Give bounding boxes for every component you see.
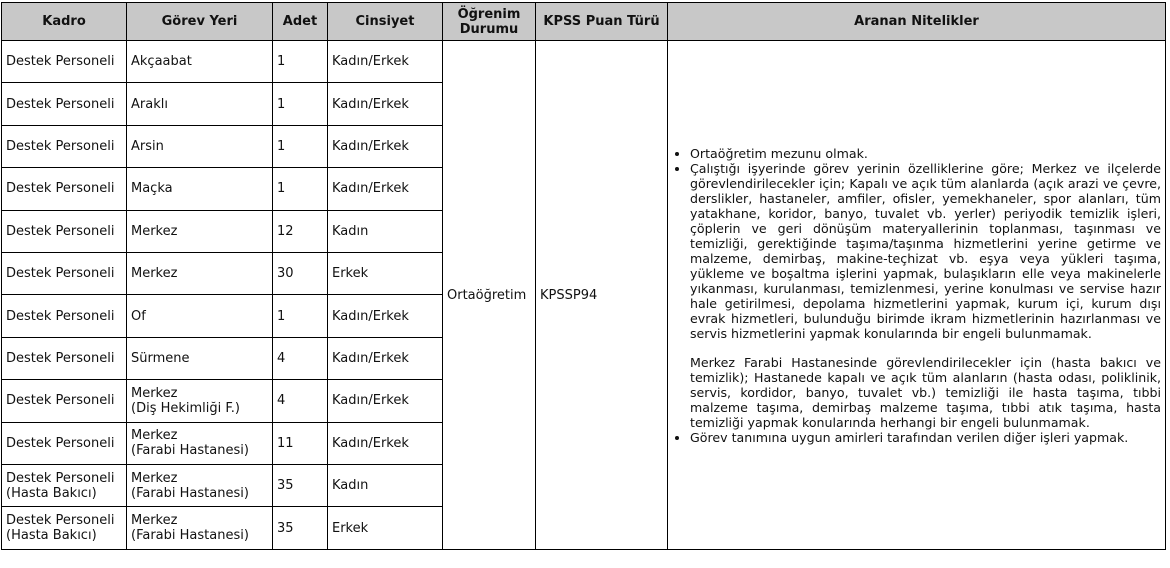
cell-kadro	[2, 507, 127, 550]
cell-gorev-yeri: Akçaabat	[127, 41, 273, 83]
cell-adet: 12	[273, 210, 328, 252]
cell-kadro: Destek Personeli	[2, 210, 127, 252]
cell-adet: 1	[273, 41, 328, 83]
cell-aranan-nitelikler	[668, 41, 1166, 550]
cell-cinsiyet: Kadın/Erkek	[328, 83, 443, 125]
job-postings-table	[1, 2, 1166, 550]
cell-adet: 1	[273, 83, 328, 125]
gorev-yeri-line1: Merkez	[131, 470, 178, 486]
cell-kadro: Destek Personeli	[2, 295, 127, 337]
cell-gorev-yeri	[127, 380, 273, 422]
nitelik-item-text: Çalıştığı işyerinde görev yerinin özelliklerine göre; Merkez ve ilçelerde görevlendirilecekler için; Kapalı ve açık tüm alanlarda (açık arazi ve çevre, derslikler, hastaneler, amfiler, ofisler, yemekhaneler, spor alanları, tüm yatakhane, koridor, banyo, tuvalet vb. yerler) periyodik temizlik işleri, çöplerin ve geri dönüşüm materyallerinin toplanması, taşınması ve temizliği, gerektiğinde taşıma/taşınma hizmetlerini yerine getirme ve malzeme, demirbaş, makine-teçhizat vb. eşya veya yükleri taşıma, yükleme ve boşaltma işlerini yapmak, bulaşıkların elle veya makinelerle yıkanması, kurulanması, temizlenmesi, yerine konulması ve servise hazır hale getirilmesi, depolama hizmetlerini yapmak, kurum içi, kurum dışı evrak hizmetleri, bulunduğu birimde ikram hizmetlerinin hazırlanması ve servis hizmetlerini yapmak konularında bir engeli bulunmamak.	[690, 160, 1161, 341]
header-ogrenim-durumu	[443, 3, 536, 41]
gorev-yeri-line1: Merkez	[131, 385, 178, 401]
cell-gorev-yeri: Maçka	[127, 168, 273, 210]
cell-kadro: Destek Personeli	[2, 253, 127, 295]
cell-kadro: Destek Personeli	[2, 125, 127, 167]
gorev-yeri-line1: Merkez	[131, 513, 178, 529]
header-nitelikler: Aranan Nitelikler	[668, 3, 1166, 41]
cell-adet: 35	[273, 465, 328, 507]
cell-cinsiyet: Kadın/Erkek	[328, 168, 443, 210]
header-row	[2, 3, 1166, 41]
nitelikler-list	[672, 146, 1161, 445]
cell-kpss-puan-turu: KPSSP94	[536, 41, 668, 550]
gorev-yeri-line2: (Farabi Hastanesi)	[131, 485, 249, 501]
cell-gorev-yeri: Arsin	[127, 125, 273, 167]
cell-cinsiyet: Kadın	[328, 465, 443, 507]
cell-gorev-yeri: Of	[127, 295, 273, 337]
header-kadro: Kadro	[2, 3, 127, 41]
cell-kadro: Destek Personeli	[2, 41, 127, 83]
cell-cinsiyet: Kadın/Erkek	[328, 295, 443, 337]
cell-kadro: Destek Personeli	[2, 380, 127, 422]
nitelik-item: • Ortaöğretim mezunu olmak.	[690, 146, 1161, 161]
cell-cinsiyet: Erkek	[328, 507, 443, 550]
cell-ogrenim-durumu: Ortaöğretim	[443, 41, 536, 550]
nitelik-item	[690, 161, 1161, 430]
cell-gorev-yeri: Merkez	[127, 253, 273, 295]
cell-adet: 4	[273, 337, 328, 379]
nitelik-item: • Görev tanımına uygun amirleri tarafından verilen diğer işleri yapmak.	[690, 430, 1161, 445]
gorev-yeri-line1: Merkez	[131, 428, 178, 444]
kadro-line1: Destek Personeli	[6, 513, 115, 529]
header-ogrenim-line1: Öğrenim	[457, 6, 521, 22]
cell-gorev-yeri: Araklı	[127, 83, 273, 125]
cell-adet: 4	[273, 380, 328, 422]
header-kpss: KPSS Puan Türü	[536, 3, 668, 41]
cell-kadro: Destek Personeli	[2, 83, 127, 125]
cell-adet: 35	[273, 507, 328, 550]
cell-gorev-yeri: Sürmene	[127, 337, 273, 379]
kadro-line2: (Hasta Bakıcı)	[6, 485, 97, 501]
cell-gorev-yeri	[127, 422, 273, 464]
kadro-line1: Destek Personeli	[6, 470, 115, 486]
cell-cinsiyet: Kadın	[328, 210, 443, 252]
cell-kadro: Destek Personeli	[2, 337, 127, 379]
cell-gorev-yeri: Merkez	[127, 210, 273, 252]
cell-cinsiyet: Kadın/Erkek	[328, 337, 443, 379]
cell-kadro: Destek Personeli	[2, 168, 127, 210]
cell-cinsiyet: Kadın/Erkek	[328, 380, 443, 422]
cell-adet: 1	[273, 295, 328, 337]
cell-adet: 1	[273, 168, 328, 210]
gorev-yeri-line2: (Diş Hekimliği F.)	[131, 400, 240, 416]
header-cinsiyet: Cinsiyet	[328, 3, 443, 41]
header-gorev-yeri: Görev Yeri	[127, 3, 273, 41]
cell-adet: 1	[273, 125, 328, 167]
kadro-line2: (Hasta Bakıcı)	[6, 528, 97, 544]
cell-cinsiyet: Kadın/Erkek	[328, 422, 443, 464]
cell-kadro: Destek Personeli	[2, 422, 127, 464]
cell-cinsiyet: Kadın/Erkek	[328, 41, 443, 83]
header-adet: Adet	[273, 3, 328, 41]
header-ogrenim-line2: Durumu	[459, 21, 519, 37]
nitelik-item-paragraph: Merkez Farabi Hastanesinde görevlendirilecekler için (hasta bakıcı ve temizlik); Hastanede kapalı ve açık tüm alanların (hasta odası, poliklinik, servis, kordidor, banyo, tuvalet vb.) temizliği ile hasta taşıma, tıbbi malzeme taşıma, demirbaş malzeme taşıma, tıbbi atık taşıma, hasta temizliği yapmak konularında herhangi bir engeli bulunmamak.	[690, 354, 1161, 430]
table-row	[2, 41, 1166, 83]
cell-gorev-yeri	[127, 465, 273, 507]
gorev-yeri-line2: (Farabi Hastanesi)	[131, 443, 249, 459]
gorev-yeri-line2: (Farabi Hastanesi)	[131, 528, 249, 544]
cell-cinsiyet: Kadın/Erkek	[328, 125, 443, 167]
cell-gorev-yeri	[127, 507, 273, 550]
cell-cinsiyet: Erkek	[328, 253, 443, 295]
cell-kadro	[2, 465, 127, 507]
cell-adet: 30	[273, 253, 328, 295]
cell-adet: 11	[273, 422, 328, 464]
